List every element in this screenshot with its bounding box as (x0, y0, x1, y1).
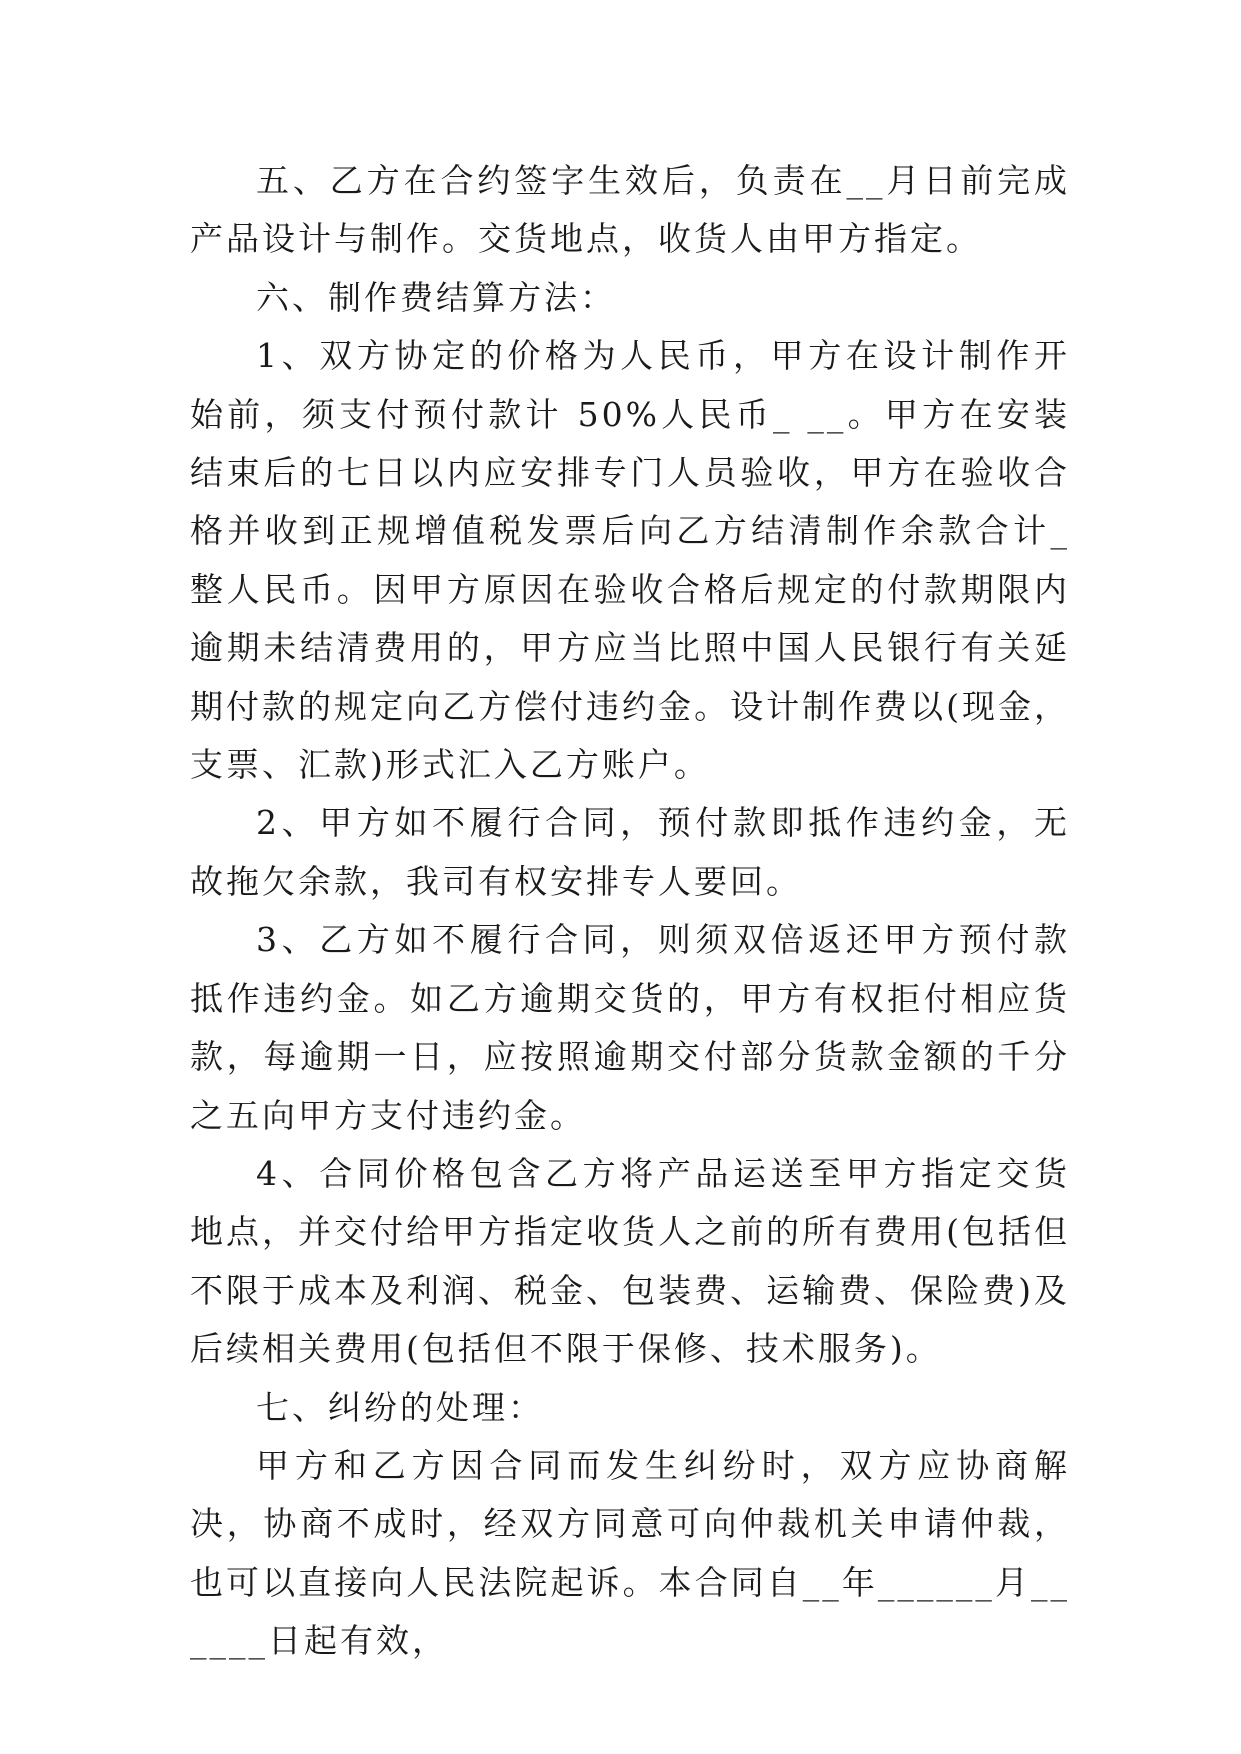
clause-six-3-party-b-breach: 3、乙方如不履行合同，则须双倍返还甲方预付款抵作违约金。如乙方逾期交货的，甲方有权拒付相应货款，每逾期一日，应按照逾期交付部分货款金额的千分之五向甲方支付违约金。 (190, 920, 1070, 1135)
section-seven-heading: 七、纠纷的处理： (256, 1387, 544, 1427)
clause-five-delivery: 五、乙方在合约签字生效后，负责在__月日前完成产品设计与制作。交货地点，收货人由甲方指定。 (190, 161, 1070, 259)
clause-six-4-price-scope: 4、合同价格包含乙方将产品运送至甲方指定交货地点，并交付给甲方指定收货人之前的所有费用(包括但不限于成本及利润、税金、包装费、运输费、保险费)及后续相关费用(包括但不限于保修、技术服务)。 (190, 1153, 1070, 1369)
clause-six-2-party-a-breach: 2、甲方如不履行合同，预付款即抵作违约金，无故拖欠余款，我司有权安排专人要回。 (190, 803, 1070, 901)
contract-body (190, 152, 1070, 1671)
section-six-heading: 六、制作费结算方法： (256, 277, 616, 317)
clause-six-1-payment: 1、双方协定的价格为人民币，甲方在设计制作开始前，须支付预付款计 50%人民币_ __。甲方在安装结束后的七日以内应安排专门人员验收，甲方在验收合格并收到正规增值税发票后向乙方结清制作余款合计_整人民币。因甲方原因在验收合格后规定的付款期限内逾期未结清费用的，甲方应当比照中国人民银行有关延期付款的规定向乙方偿付违约金。设计制作费以(现金，支票、汇款)形式汇入乙方账户。 (190, 336, 1070, 785)
clause-seven-dispute: 甲方和乙方因合同而发生纠纷时，双方应协商解决，协商不成时，经双方同意可向仲裁机关申请仲裁，也可以直接向人民法院起诉。本合同自__年______月______日起有效， (190, 1445, 1070, 1661)
